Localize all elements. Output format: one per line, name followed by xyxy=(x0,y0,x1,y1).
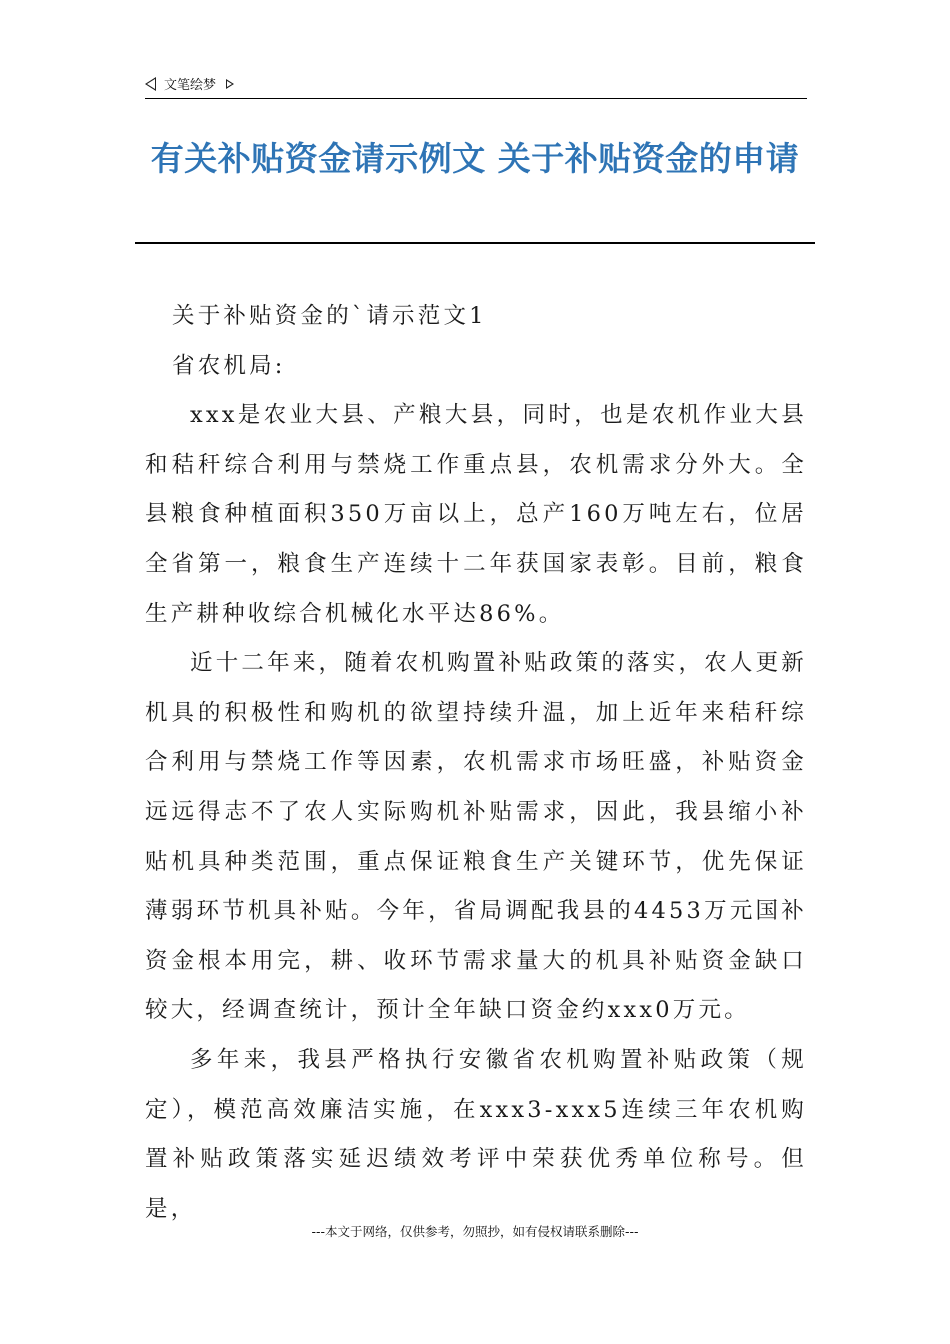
paragraph-2: 近十二年来，随着农机购置补贴政策的落实，农人更新机具的积极性和购机的欲望持续升温，加上近年来秸秆综合利用与禁烧工作等因素，农机需求市场旺盛，补贴资金远远得志不了农人实际购机补贴需求，因此，我县缩小补贴机具种类范围，重点保证粮食生产关键环节，优先保证薄弱环节机具补贴。今年，省局调配我县的4453万元国补资金根本用完，耕、收环节需求量大的机具补贴资金缺口较大，经调查统计，预计全年缺口资金约xxx0万元。 xyxy=(145,650,807,1024)
document-title: 有关补贴资金请示例文 关于补贴资金的申请 xyxy=(150,139,800,178)
footer-notice: ---本文于网络，仅供参考，勿照抄，如有侵权请联系删除--- xyxy=(311,1224,639,1239)
page-header xyxy=(145,72,807,99)
brand-name: 文笔绘梦 xyxy=(164,78,217,93)
paragraph-3: 多年来，我县严格执行安徽省农机购置补贴政策（规定），模范高效廉洁实施，在xxx3-xxx5连续三年农机购置补贴政策落实延迟绩效考评中荣获优秀单位称号。但是， xyxy=(145,1046,807,1222)
salutation: 省农机局: xyxy=(172,352,286,379)
document-body xyxy=(145,292,807,1234)
triangle-left-icon xyxy=(145,77,156,91)
title-block xyxy=(135,134,815,244)
triangle-right-icon xyxy=(226,79,234,89)
body-heading: 关于补贴资金的`请示范文1 xyxy=(172,303,487,329)
brand xyxy=(145,74,234,93)
paragraph-1: xxx是农业大县、产粮大县，同时，也是农机作业大县和秸秆综合利用与禁烧工作重点县，农机需求分外大。全县粮食种植面积350万亩以上，总产160万吨左右，位居全省第一，粮食生产连续十二年获国家表彰。目前，粮食生产耕种收综合机械化水平达86%。 xyxy=(145,402,807,627)
